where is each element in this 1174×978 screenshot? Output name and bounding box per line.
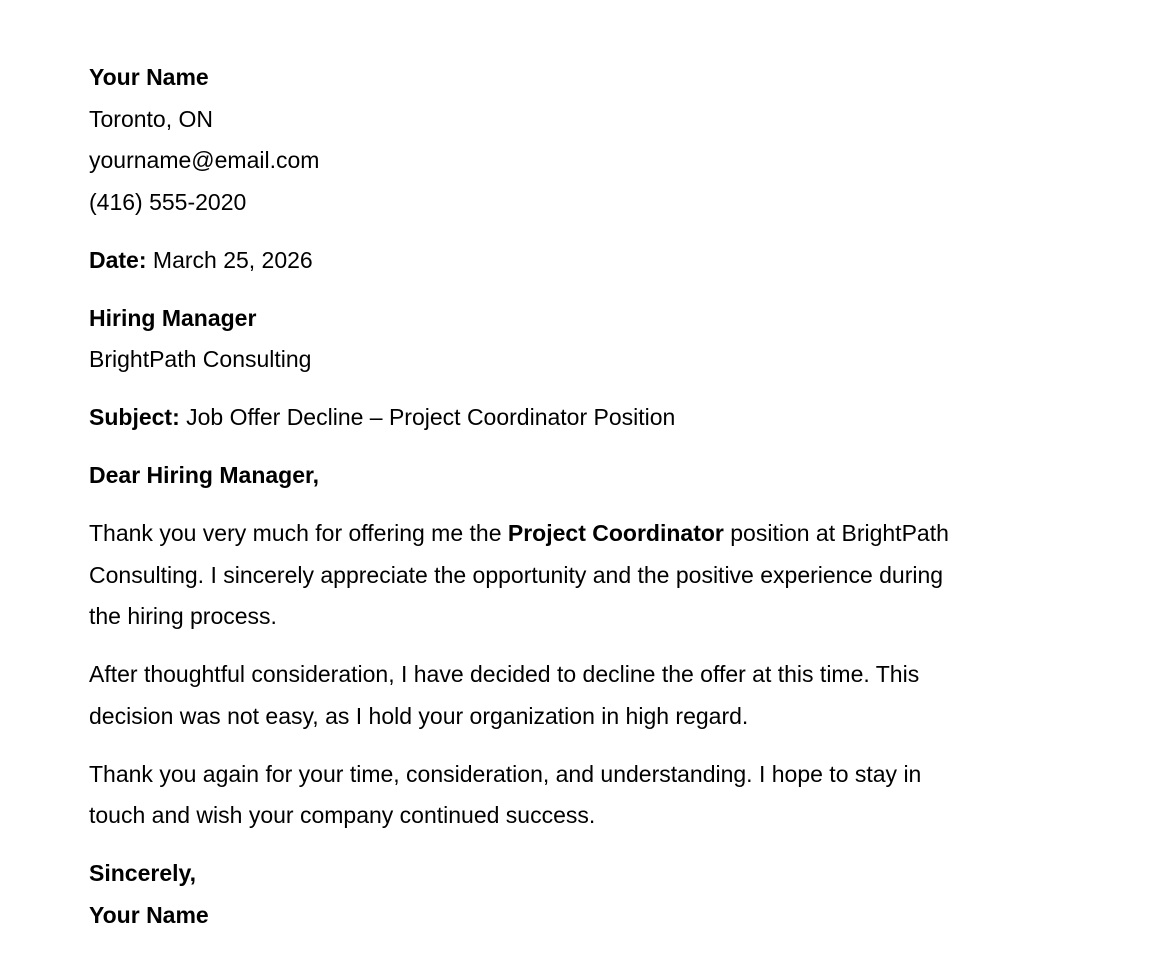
recipient-company: BrightPath Consulting [89,346,312,372]
subject-block [89,397,1129,439]
p1-line: the hiring process. [89,603,277,629]
date-label: Date: [89,246,147,273]
paragraph-2 [89,654,1129,737]
recipient-block [89,298,1129,381]
p2-line: After thoughtful consideration, I have decided to decline the offer at this time. This [89,661,920,687]
sender-city: Toronto, ON [89,105,213,132]
p1-position-name: Project Coordinator [507,520,724,546]
paragraph-1 [89,513,1129,638]
p1-text: position at BrightPath [723,520,949,546]
date-value: March 25, 2026 [152,246,313,273]
salutation: Dear Hiring Manager, [89,462,320,488]
closing-block [89,853,1129,936]
sender-name: Your Name [89,64,209,90]
p1-line: Consulting. I sincerely appreciate the opportunity and the positive experience during [89,561,944,588]
sender-block [89,57,1129,223]
recipient-title: Hiring Manager [89,304,257,331]
signature-name: Your Name [89,901,209,928]
paragraph-3 [89,754,1129,837]
sender-email: yourname@email.com [89,147,320,173]
subject-value: Job Offer Decline – Project Coordinator Position [186,404,676,430]
salutation-block [89,455,1129,497]
sender-phone: (416) 555-2020 [89,188,247,215]
letter-document [89,57,1129,953]
p3-line: Thank you again for your time, consideration, and understanding. I hope to stay in [89,760,922,787]
date-block [89,240,1129,282]
subject-label: Subject: [89,404,180,430]
valediction: Sincerely, [89,860,196,886]
p2-line: decision was not easy, as I hold your organization in high regard. [89,702,749,729]
p1-text: Thank you very much for offering me the [89,520,508,546]
p3-line: touch and wish your company continued success. [89,802,596,828]
